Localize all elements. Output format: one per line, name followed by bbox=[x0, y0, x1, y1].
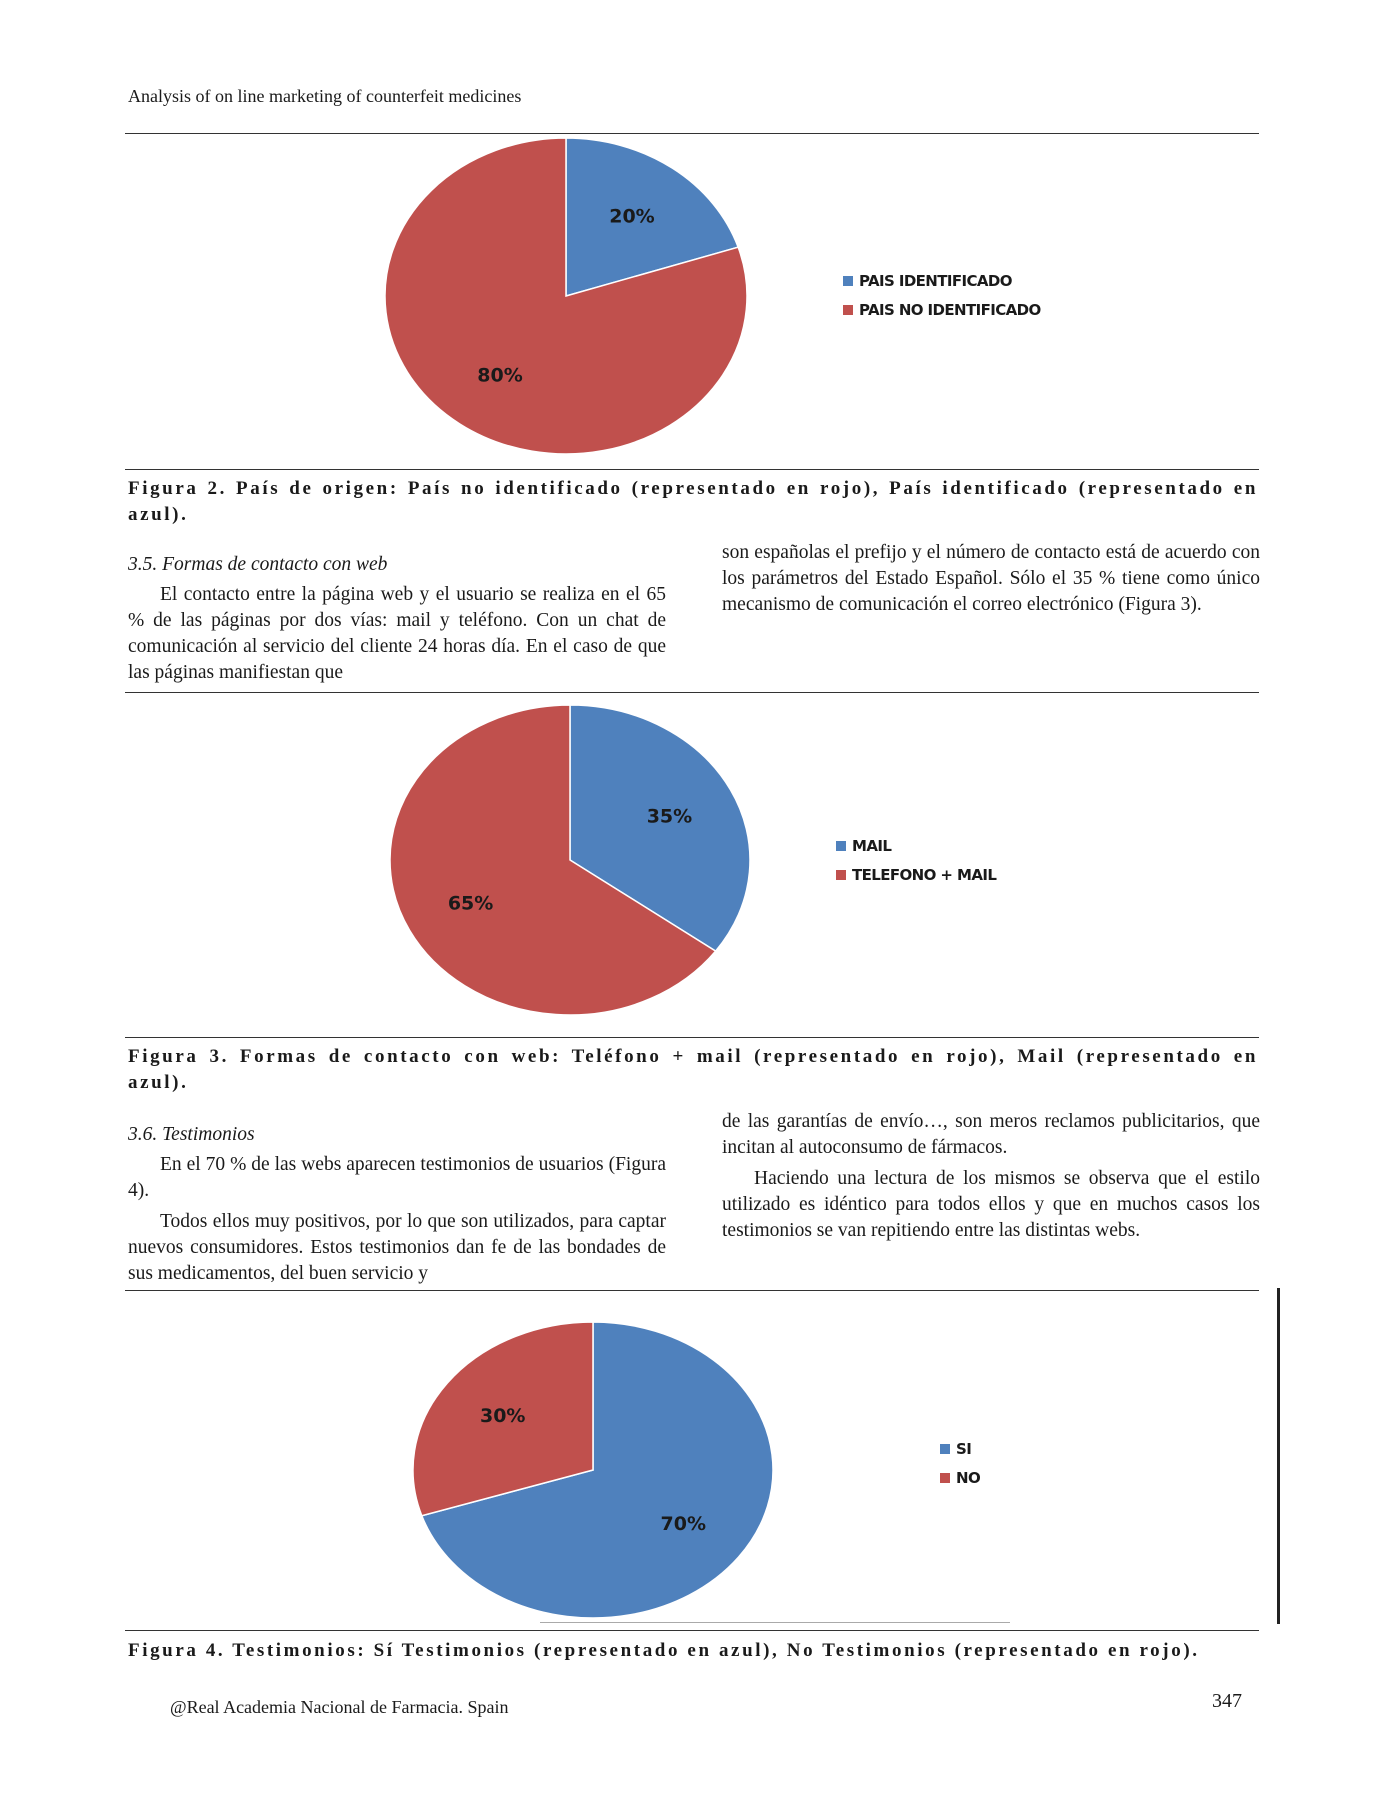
pie-data-label: 20% bbox=[609, 205, 655, 228]
figure-4-frame-line bbox=[540, 1622, 1010, 1623]
paragraph: El contacto entre la página web y el usuario se realiza en el 65 % de las páginas por dos vías: mail y teléfono. Con un chat de comunicación al servicio del cliente 24 horas día. En el caso de que las páginas manifiestan que bbox=[128, 584, 666, 683]
figure-3-legend bbox=[836, 831, 996, 889]
paragraph: En el 70 % de las webs aparecen testimonios de usuarios (Figura 4). bbox=[128, 1154, 666, 1201]
figure-4-top-rule bbox=[125, 1290, 1259, 1291]
legend-swatch-red bbox=[843, 305, 853, 315]
figure-2-caption: Figura 2. País de origen: País no identificado (representado en rojo), País identificado (representado en azul). bbox=[128, 478, 1258, 525]
footer-copyright: @Real Academia Nacional de Farmacia. Spain bbox=[170, 1697, 509, 1717]
figure-2-legend bbox=[843, 266, 1041, 324]
legend-entry: NO bbox=[940, 1463, 980, 1492]
section-3-5-right-column bbox=[722, 540, 1260, 618]
paragraph: Haciendo una lectura de los mismos se observa que el estilo utilizado es idéntico para todos ellos y que en muchos casos los testimonios se van repitiendo entre las distintas webs. bbox=[722, 1168, 1260, 1241]
legend-entry: PAIS NO IDENTIFICADO bbox=[843, 295, 1041, 324]
figure-3-top-rule bbox=[125, 692, 1259, 693]
figure-2-rule bbox=[125, 469, 1259, 470]
header-rule bbox=[125, 133, 1259, 134]
section-3-5-left-column bbox=[128, 552, 666, 686]
section-3-6-right-column bbox=[722, 1109, 1260, 1244]
section-heading: 3.5. Formas de contacto con web bbox=[128, 554, 388, 575]
figure-2-pie-chart bbox=[370, 136, 750, 456]
figure-4-rule bbox=[125, 1630, 1259, 1631]
paragraph: Todos ellos muy positivos, por lo que son utilizados, para captar nuevos consumidores. Estos testimonios dan fe de las bondades de sus medicamentos, del buen servicio y bbox=[128, 1211, 666, 1284]
legend-entry: MAIL bbox=[836, 831, 996, 860]
section-heading: 3.6. Testimonios bbox=[128, 1124, 255, 1145]
legend-swatch-red bbox=[836, 870, 846, 880]
legend-swatch-blue bbox=[843, 276, 853, 286]
figure-4-caption: Figura 4. Testimonios: Sí Testimonios (representado en azul), No Testimonios (representado en rojo). bbox=[128, 1640, 1200, 1661]
legend-entry: SI bbox=[940, 1434, 980, 1463]
section-3-6-left-column bbox=[128, 1122, 666, 1287]
page-number: 347 bbox=[1212, 1690, 1242, 1712]
legend-entry: PAIS IDENTIFICADO bbox=[843, 266, 1041, 295]
figure-4-pie-chart bbox=[395, 1308, 785, 1628]
pie-data-label: 30% bbox=[479, 1405, 526, 1428]
pie-data-label: 35% bbox=[646, 805, 693, 828]
figure-3-pie-chart bbox=[375, 700, 755, 1020]
pie-data-label: 80% bbox=[477, 364, 523, 387]
figure-3-caption: Figura 3. Formas de contacto con web: Teléfono + mail (representado en rojo), Mail (representado en azul). bbox=[128, 1046, 1258, 1093]
paragraph: son españolas el prefijo y el número de contacto está de acuerdo con los parámetros del Estado Español. Sólo el 35 % tiene como único mecanismo de comunicación el correo electrónico (Figura 3). bbox=[722, 542, 1260, 615]
figure-4-legend bbox=[940, 1434, 980, 1492]
legend-swatch-blue bbox=[940, 1444, 950, 1454]
legend-swatch-blue bbox=[836, 841, 846, 851]
pie-data-label: 70% bbox=[660, 1512, 707, 1535]
paragraph: de las garantías de envío…, son meros reclamos publicitarios, que incitan al autoconsumo de fármacos. bbox=[722, 1111, 1260, 1158]
legend-swatch-red bbox=[940, 1473, 950, 1483]
pie-data-label: 65% bbox=[447, 892, 494, 915]
figure-3-rule bbox=[125, 1037, 1259, 1038]
legend-entry: TELEFONO + MAIL bbox=[836, 860, 996, 889]
running-header: Analysis of on line marketing of counterfeit medicines bbox=[128, 86, 522, 106]
margin-bar bbox=[1277, 1288, 1280, 1624]
